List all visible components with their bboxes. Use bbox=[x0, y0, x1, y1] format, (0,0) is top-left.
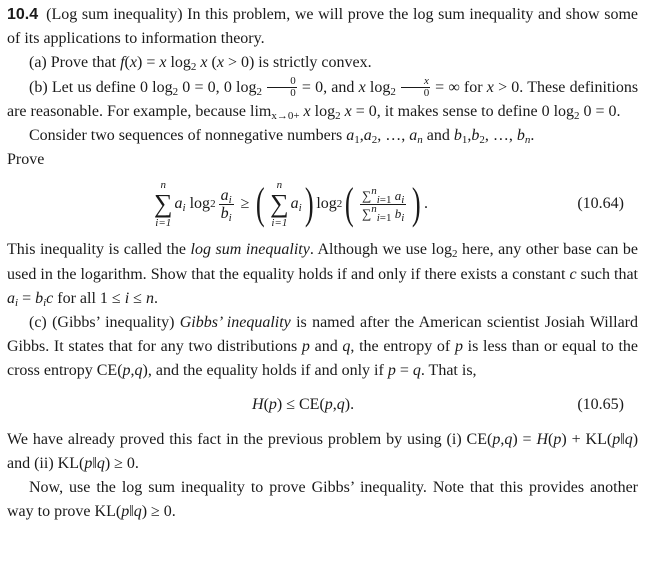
after-equation-paragraph: This inequality is called the log sum inequality. Although we use $\log_2$ here, any other base can be used in the logarithm. Show that the equality holds if and only if there exists a constant c such that $a_i = b_ic$ for all 1 ≤ i ≤ n. bbox=[7, 241, 638, 309]
equation-10-65 bbox=[7, 390, 638, 420]
part-b: (b) Let us define 0 $\log_2 0 = 0$, 0 $\log_2$ $\frac{0}{0}$ = 0, and x $\log_2$ $\frac{x}{0}$ = ∞ for x > 0. These definitions are reasonable. For example, because $\lim_{x\to 0+} x$ $\log_2 x = 0$, it makes sense to define 0 $\log_2 0 = 0$. bbox=[7, 75, 639, 122]
equation-10-64 bbox=[7, 176, 638, 232]
sum-symbol: n ∑ i=1 bbox=[154, 179, 173, 230]
fraction-x-over-zero: $\frac{x}{0}$ bbox=[401, 76, 430, 99]
closing-paragraph-1: We have already proved this fact in the previous problem by using (i) CE(p,q) = H(p) + KL(p‖q) and (ii) KL(p‖q) ≥ 0. bbox=[7, 430, 639, 472]
closing-paragraph-2: Now, use the log sum inequality to prove Gibbs’ inequality. Note that this provides another way to prove KL(p‖q) ≥ 0. bbox=[7, 479, 638, 521]
prove-word: Prove bbox=[7, 151, 45, 169]
log-sum-inequality-formula: n ∑ i=1 $a_i$ log 2 $\frac{a_i}{b_i}$ ≥ ( n ∑ i=1 $a_i$ ) log 2 ( ∑$^n_{i=1}$ $a_i$ ∑$^n_{i=1}$ $b_i$ ) . bbox=[154, 179, 428, 230]
sum-symbol-2: n ∑ i=1 bbox=[270, 179, 289, 230]
problem-intro: 10.4 (Log sum inequality) In this problem, we will prove the log sum inequality and show some of its applications to information theory. bbox=[7, 6, 638, 48]
fraction-zero-over-zero: $\frac{0}{0}$ bbox=[267, 76, 297, 99]
part-a: (a) Prove that f(x) = x $\log_2 x$ (x > 0) is strictly convex. bbox=[29, 54, 372, 74]
part-c: (c) (Gibbs’ inequality) Gibbs’ inequality is named after the American scientist Josiah Willard Gibbs. It states that for any two distributions p and q, the entropy of p is less than or equal to the cross entropy CE(p,q), and the equality holds if and only if p = q. That is, bbox=[7, 314, 639, 380]
equation-number-10-64: (10.64) bbox=[577, 195, 624, 213]
gibbs-inequality-formula: H(p) ≤ CE(p,q). bbox=[252, 395, 355, 413]
consider-paragraph: Consider two sequences of nonnegative numbers $a_1,a_2$, …, $a_n$ and $b_1,b_2$, …, $b_n$. bbox=[29, 127, 535, 147]
equation-number-10-65: (10.65) bbox=[577, 395, 624, 413]
fraction-a-over-b: $\frac{a_i}{b_i}$ bbox=[220, 186, 232, 224]
fraction-sum-a-over-sum-b: ∑$^n_{i=1}$ $a_i$ ∑$^n_{i=1}$ $b_i$ bbox=[361, 184, 405, 224]
problem-number: 10.4 bbox=[7, 6, 39, 23]
